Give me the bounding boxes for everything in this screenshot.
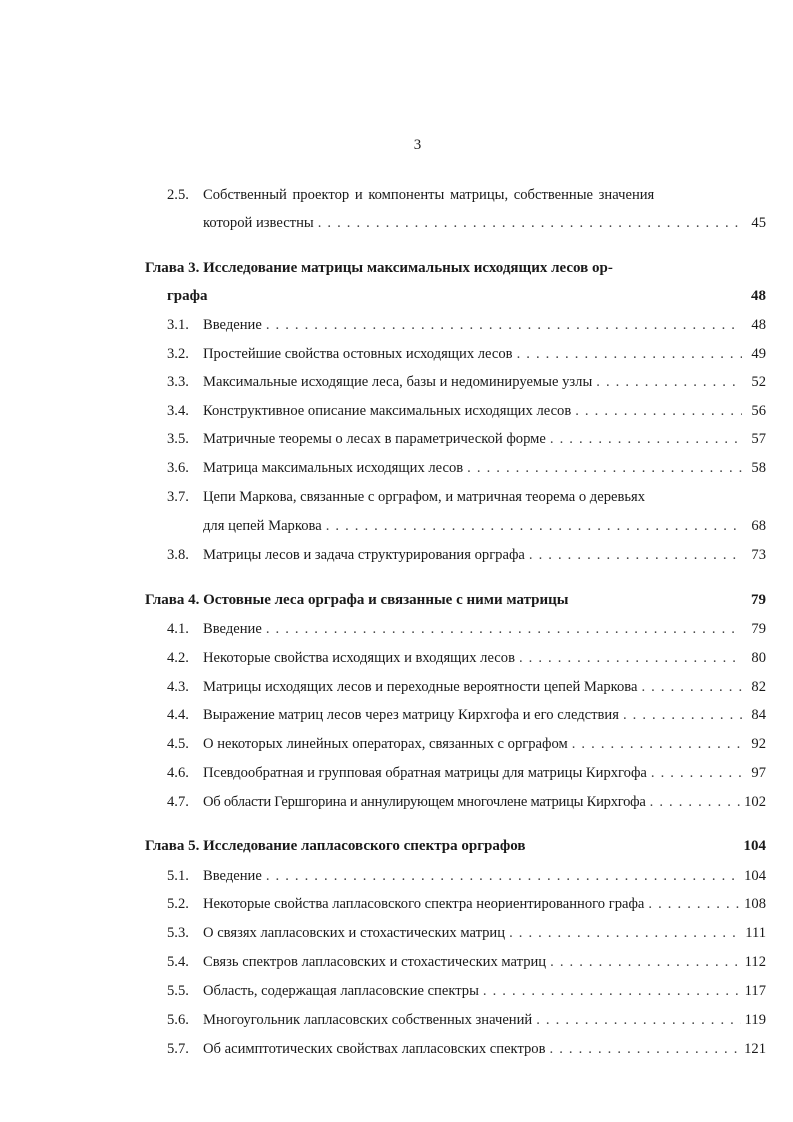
section-title: Матрицы лесов и задача структурирования орграфа	[203, 547, 525, 563]
page-ref: 73	[751, 547, 766, 563]
section-number: 3.5.	[167, 431, 189, 447]
page-ref: 48	[751, 317, 766, 333]
section-title: Максимальные исходящие леса, базы и недоминируемые узлы	[203, 374, 593, 390]
leader-dots	[529, 546, 742, 564]
page-ref: 68	[751, 518, 766, 534]
leader-dots	[519, 649, 742, 667]
section-title: Некоторые свойства исходящих и входящих лесов	[203, 650, 515, 666]
page-ref: 84	[751, 707, 766, 723]
section-title: Введение	[203, 317, 262, 333]
section-number: 2.5.	[167, 187, 189, 203]
section-number: 4.5.	[167, 736, 189, 752]
section-number: 4.4.	[167, 707, 189, 723]
leader-dots	[641, 678, 742, 696]
leader-dots	[517, 345, 742, 363]
leader-dots	[266, 867, 740, 885]
leader-dots	[648, 895, 740, 913]
page-ref: 121	[744, 1041, 766, 1057]
leader-dots	[467, 459, 742, 477]
section-number: 5.4.	[167, 954, 189, 970]
leader-dots	[650, 793, 740, 811]
chapter-title: Глава 4. Остовные леса орграфа и связанные с ними матрицы	[145, 592, 569, 608]
page-ref: 119	[744, 1012, 766, 1028]
leader-dots	[318, 214, 742, 232]
section-number: 4.7.	[167, 794, 189, 810]
page-ref: 79	[751, 621, 766, 637]
page-ref: 111	[745, 925, 766, 941]
leader-dots	[509, 924, 741, 942]
leader-dots	[651, 764, 742, 782]
section-title: Матрица максимальных исходящих лесов	[203, 460, 464, 476]
section-number: 4.6.	[167, 765, 189, 781]
leader-dots	[266, 620, 742, 638]
section-title-cont: которой известны	[203, 215, 314, 231]
section-title: Выражение матриц лесов через матрицу Кирхгофа и его следствия	[203, 707, 619, 723]
section-title: Матричные теоремы о лесах в параметрической форме	[203, 431, 546, 447]
section-number: 5.1.	[167, 868, 189, 884]
chapter-title: Глава 3. Исследование матрицы максимальных исходящих лесов ор-	[145, 260, 613, 276]
section-title: Некоторые свойства лапласовского спектра неориентированного графа	[203, 896, 645, 912]
page-ref: 56	[751, 403, 766, 419]
section-title: Связь спектров лапласовских и стохастических матриц	[203, 954, 547, 970]
leader-dots	[483, 982, 741, 1000]
section-number: 3.1.	[167, 317, 189, 333]
leader-dots	[550, 1040, 741, 1058]
section-number: 3.3.	[167, 374, 189, 390]
page-ref: 79	[751, 592, 766, 608]
page-ref: 52	[751, 374, 766, 390]
leader-dots	[623, 706, 742, 724]
chapter-title: Глава 5. Исследование лапласовского спектра орграфов	[145, 838, 526, 854]
section-number: 4.2.	[167, 650, 189, 666]
section-number: 5.2.	[167, 896, 189, 912]
leader-dots	[572, 735, 742, 753]
section-title: Конструктивное описание максимальных исходящих лесов	[203, 403, 572, 419]
page-ref: 80	[751, 650, 766, 666]
section-title: О связях лапласовских и стохастических матриц	[203, 925, 506, 941]
page-ref: 92	[751, 736, 766, 752]
page-ref: 112	[744, 954, 766, 970]
page-ref: 45	[751, 215, 766, 231]
section-number: 5.7.	[167, 1041, 189, 1057]
section-title: Введение	[203, 868, 262, 884]
section-title: Об области Гершгорина и аннулирующем многочлене матрицы Кирхгофа	[203, 794, 646, 810]
section-title: Собственный проектор и компоненты матрицы, собственные значения	[203, 187, 655, 203]
leader-dots	[326, 517, 742, 535]
section-number: 3.6.	[167, 460, 189, 476]
section-title: Простейшие свойства остовных исходящих лесов	[203, 346, 513, 362]
page-ref: 117	[744, 983, 766, 999]
page-ref: 58	[751, 460, 766, 476]
section-title: Многоугольник лапласовских собственных значений	[203, 1012, 533, 1028]
page-ref: 104	[743, 838, 766, 854]
page-ref: 57	[751, 431, 766, 447]
page-ref: 82	[751, 679, 766, 695]
page-ref: 108	[744, 896, 766, 912]
page-number: 3	[413, 137, 422, 153]
page-ref: 48	[751, 288, 766, 304]
section-number: 5.6.	[167, 1012, 189, 1028]
leader-dots	[550, 953, 741, 971]
chapter-title-cont: графа	[167, 288, 208, 304]
leader-dots	[266, 316, 742, 334]
section-title: Об асимптотических свойствах лапласовских спектров	[203, 1041, 546, 1057]
section-number: 4.1.	[167, 621, 189, 637]
leader-dots	[596, 373, 742, 391]
section-number: 3.7.	[167, 489, 189, 505]
leader-dots	[575, 402, 742, 420]
leader-dots	[536, 1011, 740, 1029]
section-number: 4.3.	[167, 679, 189, 695]
leader-dots	[550, 430, 742, 448]
section-title: Матрицы исходящих лесов и переходные вероятности цепей Маркова	[203, 679, 638, 695]
section-number: 3.8.	[167, 547, 189, 563]
section-number: 3.4.	[167, 403, 189, 419]
section-title: Введение	[203, 621, 262, 637]
section-number: 3.2.	[167, 346, 189, 362]
page-ref: 97	[751, 765, 766, 781]
section-title: Псевдообратная и групповая обратная матрицы для матрицы Кирхгофа	[203, 765, 647, 781]
page-ref: 102	[744, 794, 766, 810]
section-title: О некоторых линейных операторах, связанных с орграфом	[203, 736, 568, 752]
section-title: Цепи Маркова, связанные с орграфом, и матричная теорема о деревьях	[203, 489, 646, 505]
section-title-cont: для цепей Маркова	[203, 518, 322, 534]
section-number: 5.5.	[167, 983, 189, 999]
section-number: 5.3.	[167, 925, 189, 941]
section-title: Область, содержащая лапласовские спектры	[203, 983, 479, 999]
page-ref: 49	[751, 346, 766, 362]
page-ref: 104	[744, 868, 766, 884]
